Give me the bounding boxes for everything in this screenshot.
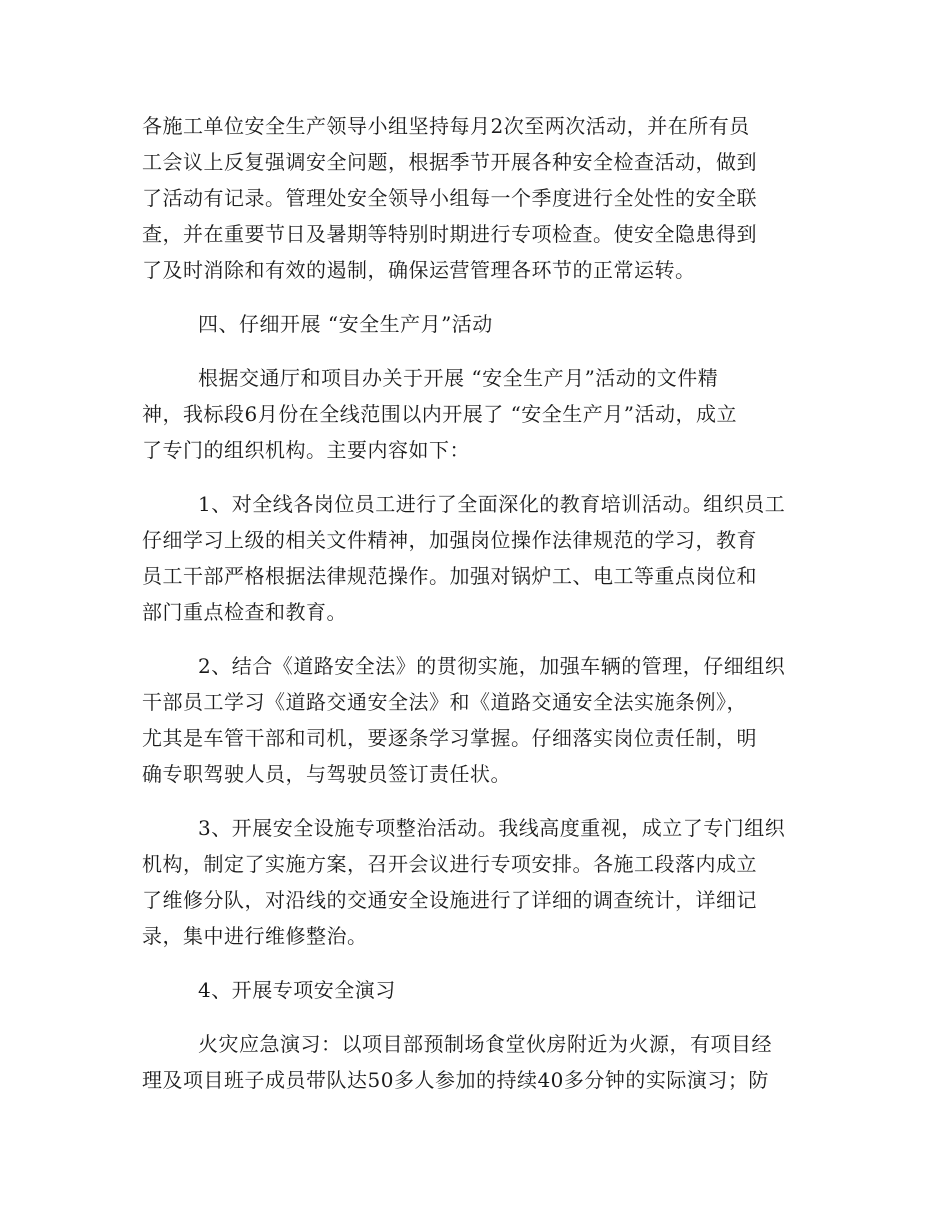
- section-heading-safety-month: 四、仔细开展 “安全生产月”活动: [198, 312, 493, 336]
- text-line: 确专职驾驶人员，与驾驶员签订责任状。: [142, 762, 511, 786]
- paragraph-safety-activities: [142, 108, 810, 288]
- text-line: 员工干部严格根据法律规范操作。加强对锅炉工、电工等重点岗位和: [142, 564, 757, 588]
- text-line: 根据交通厅和项目办关于开展 “安全生产月”活动的文件精: [198, 366, 719, 390]
- text-line: 1、对全线各岗位员工进行了全面深化的教育培训活动。组织员工: [198, 492, 786, 516]
- paragraph-item-2-road-safety: [142, 648, 810, 792]
- paragraph-item-1-training: [142, 486, 810, 630]
- text-line: 各施工单位安全生产领导小组坚持每月2次至两次活动，并在所有员: [142, 114, 750, 138]
- paragraph-item-4-drills: 4、开展专项安全演习: [198, 978, 396, 1002]
- text-line: 3、开展安全设施专项整治活动。我线高度重视，成立了专门组织: [198, 816, 786, 840]
- paragraph-safety-month-intro: [142, 360, 810, 468]
- text-line: 火灾应急演习：以项目部预制场食堂伙房附近为火源，有项目经: [198, 1032, 772, 1056]
- paragraph-item-3-facilities: [142, 810, 810, 954]
- document-body: [142, 108, 810, 1116]
- text-line: 了专门的组织机构。主要内容如下：: [142, 438, 470, 462]
- text-line: 了维修分队，对沿线的交通安全设施进行了详细的调查统计，详细记: [142, 888, 757, 912]
- text-line: 部门重点检查和教育。: [142, 600, 347, 624]
- paragraph-fire-drill: [142, 1026, 810, 1098]
- text-line: 2、结合《道路安全法》的贯彻实施，加强车辆的管理，仔细组织: [198, 654, 786, 678]
- text-line: 干部员工学习《道路交通安全法》和《道路交通安全法实施条例》，: [142, 690, 747, 714]
- text-line: 查，并在重要节日及暑期等特别时期进行专项检查。使安全隐患得到: [142, 222, 757, 246]
- text-line: 了及时消除和有效的遏制，确保运营管理各环节的正常运转。: [142, 258, 696, 282]
- text-line: 理及项目班子成员带队达50多人参加的持续40多分钟的实际演习；防: [142, 1068, 769, 1092]
- text-line: 仔细学习上级的相关文件精神，加强岗位操作法律规范的学习，教育: [142, 528, 757, 552]
- text-line: 尤其是车管干部和司机，要逐条学习掌握。仔细落实岗位责任制，明: [142, 726, 757, 750]
- text-line: 工会议上反复强调安全问题，根据季节开展各种安全检查活动，做到: [142, 150, 757, 174]
- text-line: 神，我标段6月份在全线范围以内开展了 “安全生产月”活动，成立: [142, 402, 738, 426]
- text-line: 录，集中进行维修整治。: [142, 924, 368, 948]
- text-line: 机构，制定了实施方案，召开会议进行专项安排。各施工段落内成立: [142, 852, 757, 876]
- text-line: 了活动有记录。管理处安全领导小组每一个季度进行全处性的安全联: [142, 186, 757, 210]
